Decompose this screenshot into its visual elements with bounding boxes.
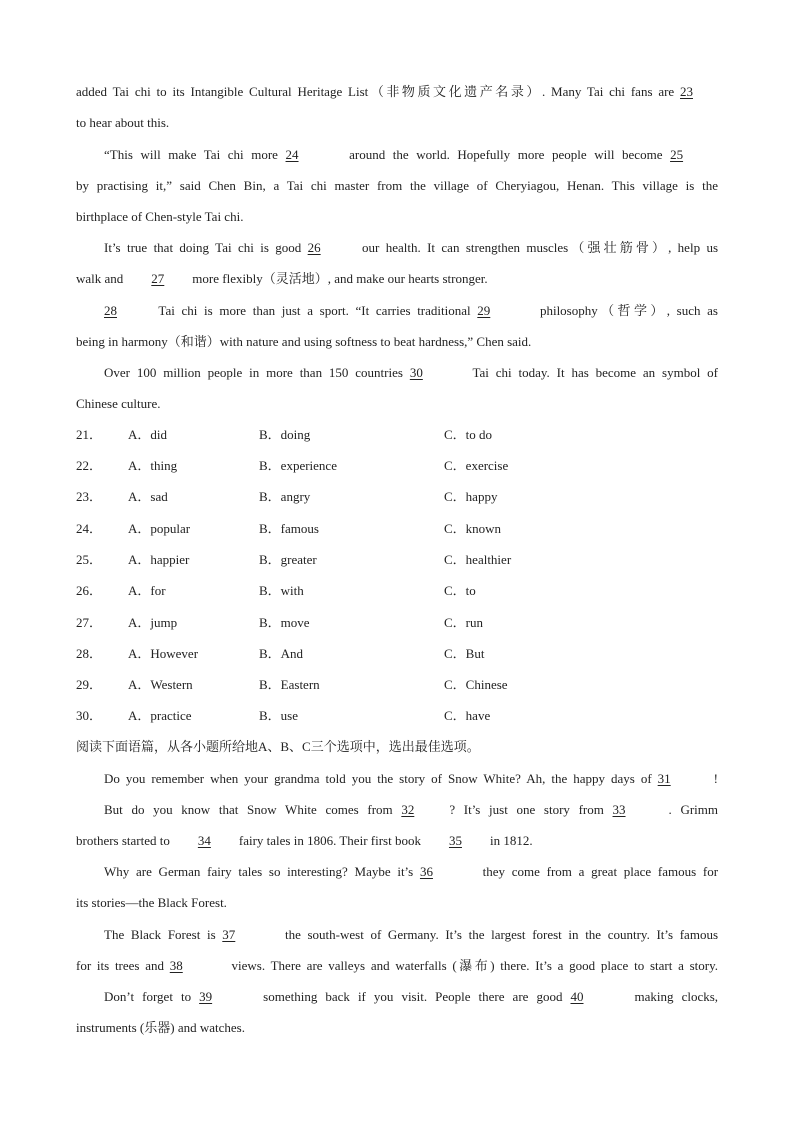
question-row	[76, 645, 718, 663]
question-number: 27．	[76, 615, 103, 630]
question-row	[76, 551, 718, 569]
passage-line: by practising it,” said Chen Bin, a Tai chi master from the village of Cheryiagou, Henan. This village is the	[76, 178, 718, 193]
answer-blank[interactable]: 27	[151, 271, 165, 286]
passage-line: for its trees and 38 views. There are valleys and waterfalls (瀑布) there. It’s a good place to start a story.	[76, 958, 718, 973]
option-b[interactable]: B．famous	[259, 521, 319, 536]
passage-line: to hear about this.	[76, 115, 170, 130]
answer-blank[interactable]: 39	[199, 989, 213, 1004]
question-row	[76, 457, 718, 475]
answer-blank[interactable]: 25	[670, 147, 684, 162]
answer-blank[interactable]: 26	[307, 240, 321, 255]
option-b[interactable]: B．angry	[259, 489, 311, 504]
question-number: 25．	[76, 552, 103, 567]
option-c[interactable]: C．to do	[444, 427, 493, 442]
answer-blank[interactable]: 30	[409, 365, 423, 380]
option-c[interactable]: C．to	[444, 583, 476, 598]
section-instruction: 阅读下面语篇，从各小题所给地A、B、C三个选项中，选出最佳选项。	[76, 739, 480, 754]
question-number: 22．	[76, 458, 103, 473]
option-a[interactable]: A．thing	[128, 458, 178, 473]
option-a[interactable]: A．sad	[128, 489, 168, 504]
question-row	[76, 582, 718, 600]
passage-line: its stories—the Black Forest.	[76, 895, 227, 910]
option-a[interactable]: A．However	[128, 646, 199, 661]
passage-line: 28 Tai chi is more than just a sport. “It carries traditional 29 philosophy（哲学）, such as	[104, 303, 718, 318]
question-number: 29．	[76, 677, 103, 692]
question-number: 30．	[76, 708, 103, 723]
question-row	[76, 426, 718, 444]
passage-line: The Black Forest is 37 the south-west of Germany. It’s the largest forest in the country. It’s famous	[104, 927, 719, 942]
passage-line: It’s true that doing Tai chi is good 26 our health. It can strengthen muscles（强壮筋骨）, help us	[104, 240, 718, 255]
answer-blank[interactable]: 33	[612, 802, 626, 817]
option-b[interactable]: B．Eastern	[259, 677, 320, 692]
option-a[interactable]: A．happier	[128, 552, 190, 567]
question-row	[76, 676, 718, 694]
answer-blank[interactable]: 34	[197, 833, 211, 848]
question-number: 21．	[76, 427, 103, 442]
option-b[interactable]: B．with	[259, 583, 304, 598]
passage-line: birthplace of Chen-style Tai chi.	[76, 209, 244, 224]
option-a[interactable]: A．did	[128, 427, 168, 442]
answer-blank[interactable]: 31	[657, 771, 671, 786]
answer-blank[interactable]: 32	[401, 802, 415, 817]
option-a[interactable]: A．Western	[128, 677, 193, 692]
option-c[interactable]: C．But	[444, 646, 485, 661]
answer-blank[interactable]: 35	[448, 833, 462, 848]
answer-blank[interactable]: 40	[570, 989, 584, 1004]
option-b[interactable]: B．move	[259, 615, 310, 630]
question-number: 26．	[76, 583, 103, 598]
option-c[interactable]: C．happy	[444, 489, 498, 504]
option-c[interactable]: C．healthier	[444, 552, 512, 567]
option-a[interactable]: A．jump	[128, 615, 178, 630]
answer-blank[interactable]: 29	[477, 303, 491, 318]
passage-line: instruments (乐器) and watches.	[76, 1020, 245, 1035]
question-row	[76, 614, 718, 632]
question-row	[76, 488, 718, 506]
option-b[interactable]: B．greater	[259, 552, 317, 567]
option-c[interactable]: C．have	[444, 708, 491, 723]
question-row	[76, 707, 718, 725]
passage-line: walk and 27 more flexibly（灵活地）, and make our hearts stronger.	[76, 271, 488, 286]
passage-line: Chinese culture.	[76, 396, 161, 411]
option-c[interactable]: C．Chinese	[444, 677, 508, 692]
question-number: 28．	[76, 646, 103, 661]
option-b[interactable]: B．experience	[259, 458, 337, 473]
question-row	[76, 520, 718, 538]
question-number: 23．	[76, 489, 103, 504]
passage-line: being in harmony（和谐）with nature and using softness to beat hardness,” Chen said.	[76, 334, 532, 349]
passage-line: Why are German fairy tales so interesting? Maybe it’s 36 they come from a great place famous for	[104, 864, 719, 879]
option-a[interactable]: A．practice	[128, 708, 192, 723]
passage-line: Don’t forget to 39 something back if you visit. People there are good 40 making clocks,	[104, 989, 719, 1004]
passage-line: Over 100 million people in more than 150 countries 30 Tai chi today. It has become an symbol of	[104, 365, 719, 380]
passage-line: But do you know that Snow White comes from 32 ? It’s just one story from 33 . Grimm	[104, 802, 719, 817]
passage-line: added Tai chi to its Intangible Cultural Heritage List（非物质文化遗产名录）. Many Tai chi fans are 23	[76, 83, 718, 101]
option-b[interactable]: B．use	[259, 708, 299, 723]
option-a[interactable]: A．popular	[128, 521, 191, 536]
passage-line: Do you remember when your grandma told you the story of Snow White? Ah, the happy days of 31 !	[104, 771, 719, 786]
option-c[interactable]: C．run	[444, 615, 484, 630]
answer-blank[interactable]: 23	[680, 84, 693, 99]
passage-line: “This will make Tai chi more 24 around the world. Hopefully more people will become 25	[76, 146, 718, 164]
option-c[interactable]: C．known	[444, 521, 502, 536]
answer-blank[interactable]: 28	[104, 303, 117, 318]
answer-blank[interactable]: 24	[285, 147, 299, 162]
question-number: 24．	[76, 521, 103, 536]
answer-blank[interactable]: 37	[222, 927, 236, 942]
passage-line: brothers started to 34 fairy tales in 1806. Their first book 35 in 1812.	[76, 833, 533, 848]
option-c[interactable]: C．exercise	[444, 458, 509, 473]
option-a[interactable]: A．for	[128, 583, 166, 598]
option-b[interactable]: B．doing	[259, 427, 311, 442]
answer-blank[interactable]: 36	[419, 864, 433, 879]
option-b[interactable]: B．And	[259, 646, 304, 661]
answer-blank[interactable]: 38	[169, 958, 183, 973]
